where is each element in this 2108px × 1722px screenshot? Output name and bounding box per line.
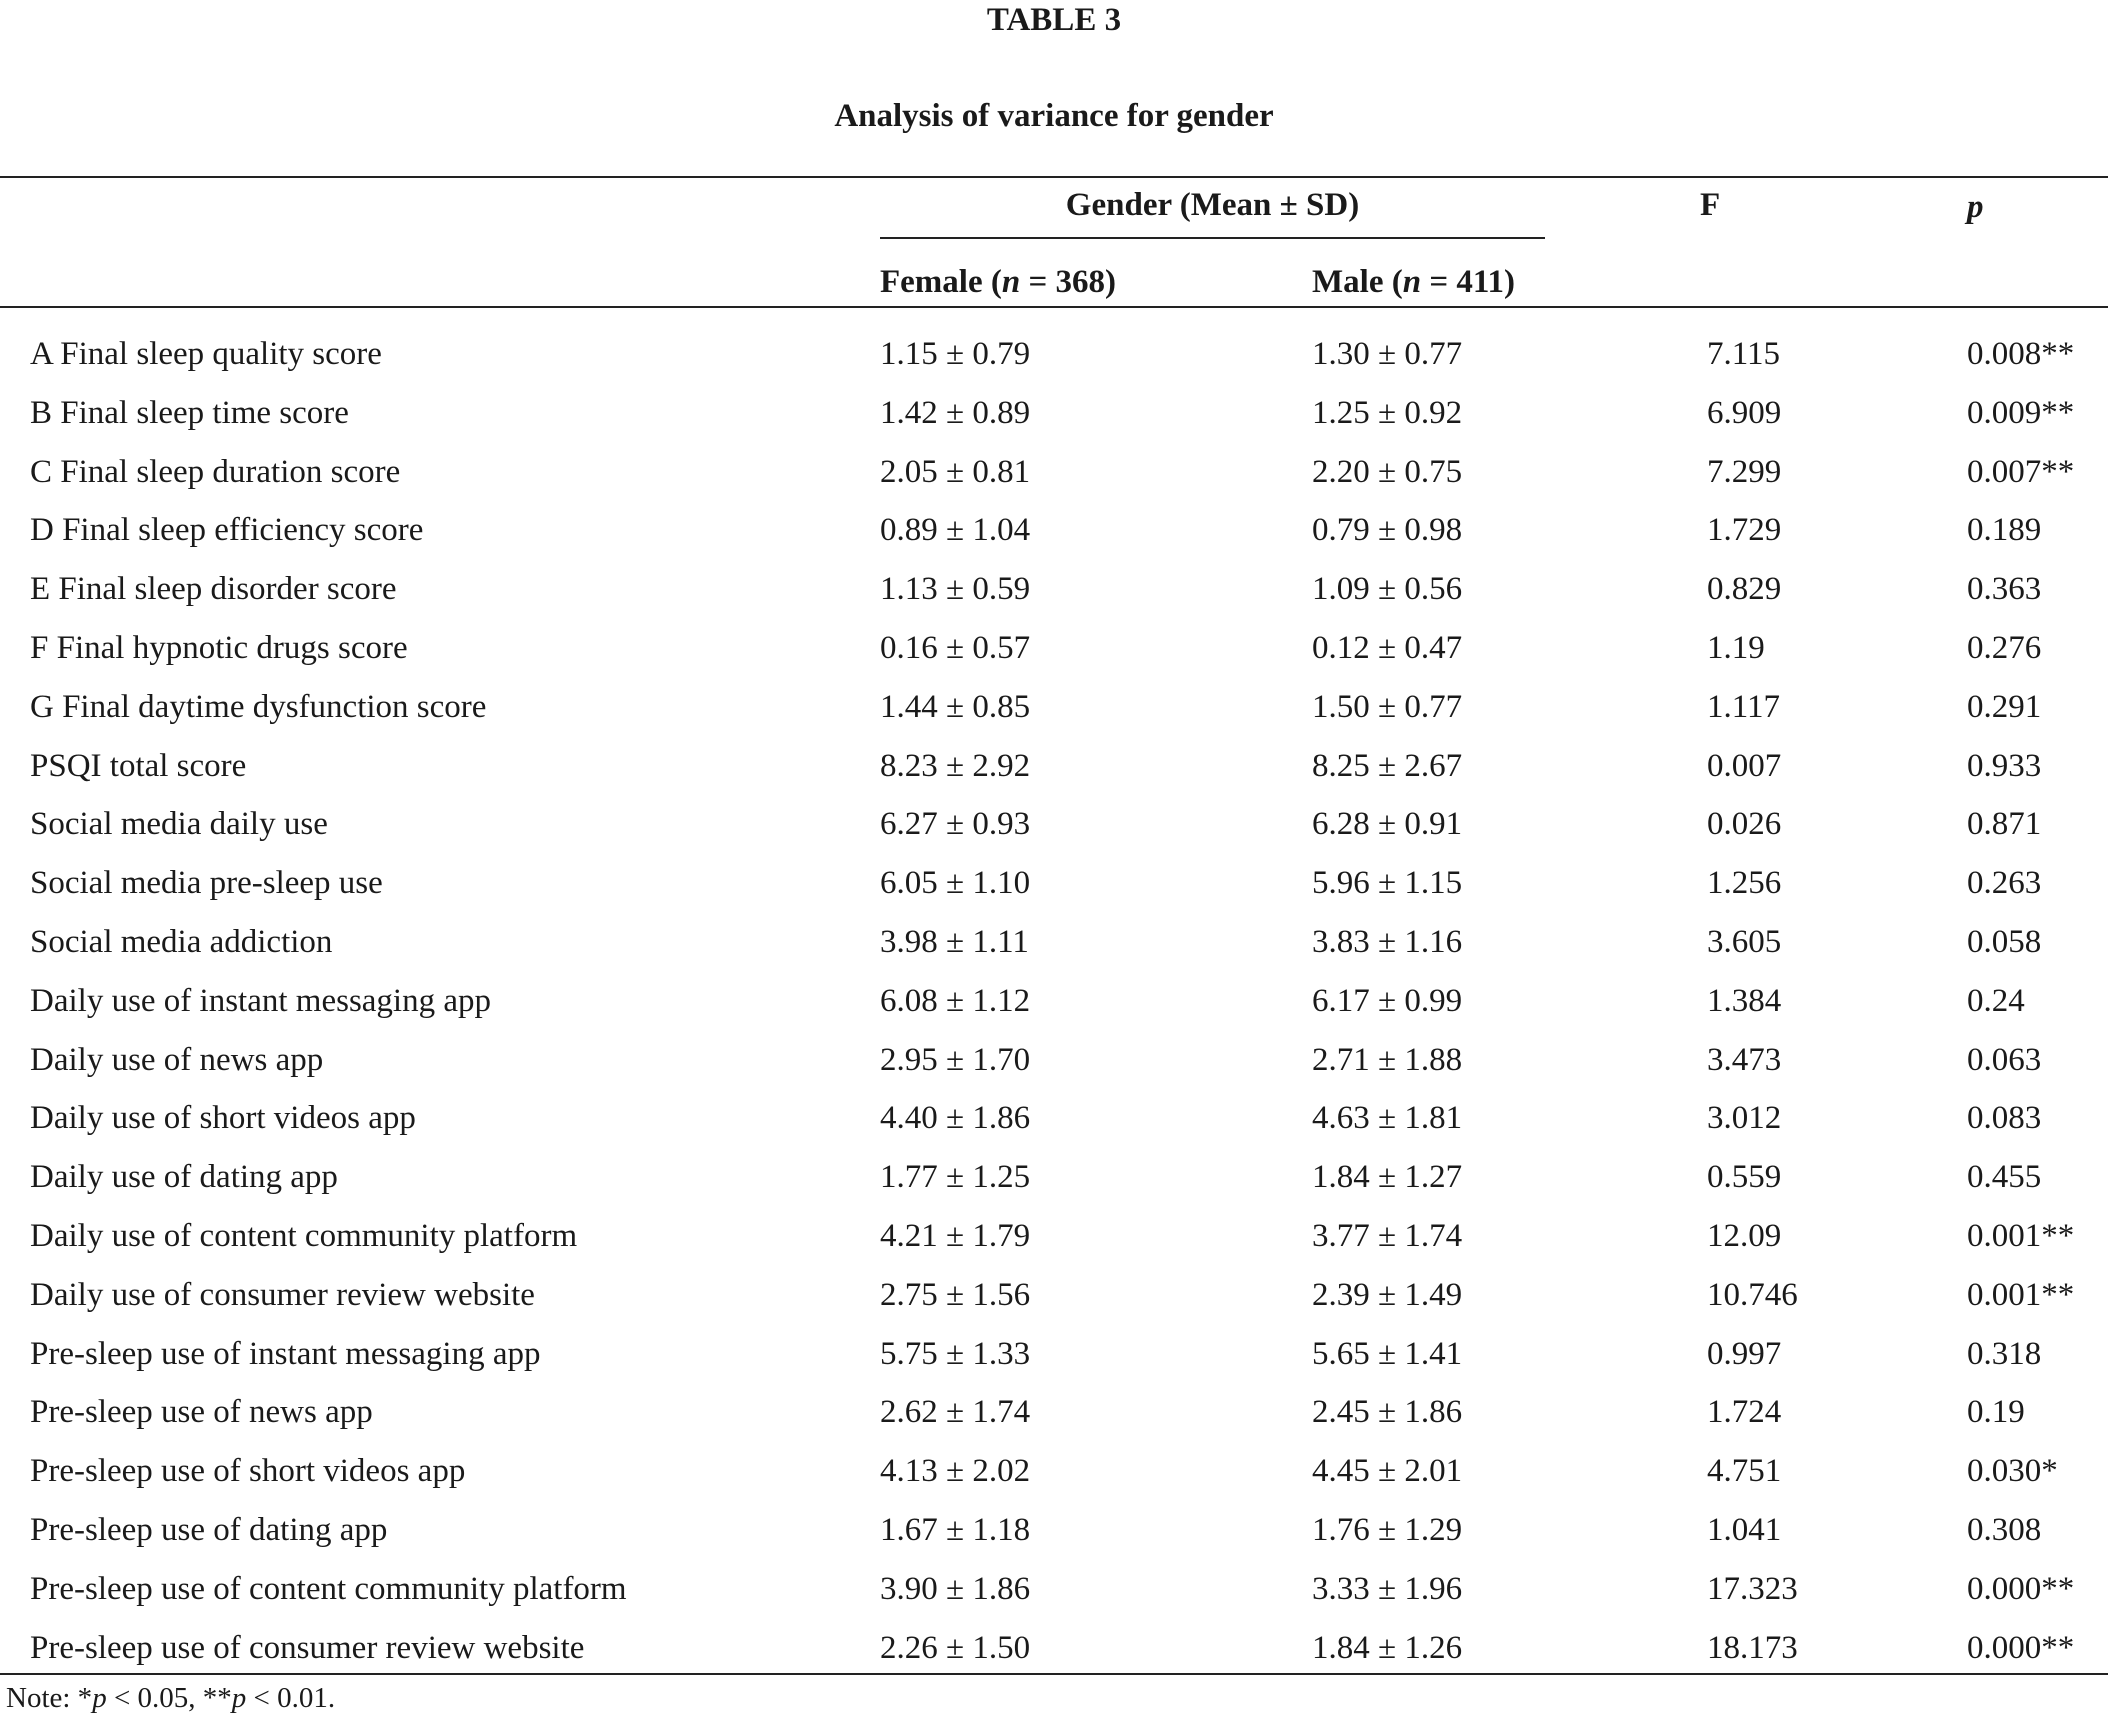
- row-label: Daily use of short videos app: [30, 1100, 416, 1137]
- cell-p: 0.276: [1967, 629, 2042, 666]
- cell-male: 1.76 ± 1.29: [1312, 1511, 1463, 1548]
- cell-female: 2.26 ± 1.50: [880, 1629, 1031, 1666]
- row-label: Pre-sleep use of dating app: [30, 1511, 388, 1548]
- cell-male: 1.84 ± 1.27: [1312, 1159, 1463, 1196]
- cell-p: 0.007**: [1967, 453, 2075, 490]
- cell-male: 1.50 ± 0.77: [1312, 688, 1463, 725]
- cell-f: 1.19: [1707, 629, 1765, 666]
- cell-female: 5.75 ± 1.33: [880, 1335, 1031, 1372]
- row-label: Daily use of news app: [30, 1041, 324, 1078]
- row-label: D Final sleep efficiency score: [30, 512, 424, 549]
- header-f: F: [1700, 187, 1721, 223]
- cell-p: 0.030*: [1967, 1453, 2058, 1490]
- row-label: Daily use of content community platform: [30, 1217, 578, 1254]
- cell-f: 6.909: [1707, 394, 1782, 431]
- row-label: Pre-sleep use of instant messaging app: [30, 1335, 541, 1372]
- cell-female: 0.16 ± 0.57: [880, 629, 1031, 666]
- row-label: Daily use of dating app: [30, 1159, 338, 1196]
- cell-p: 0.308: [1967, 1511, 2042, 1548]
- cell-f: 17.323: [1707, 1570, 1798, 1607]
- header-p: p: [1967, 189, 1984, 225]
- row-label: Daily use of instant messaging app: [30, 982, 492, 1019]
- cell-f: 18.173: [1707, 1629, 1798, 1666]
- cell-p: 0.263: [1967, 865, 2042, 902]
- cell-p: 0.009**: [1967, 394, 2075, 431]
- cell-p: 0.000**: [1967, 1629, 2075, 1666]
- cell-f: 0.559: [1707, 1159, 1782, 1196]
- cell-f: 4.751: [1707, 1453, 1782, 1490]
- cell-p: 0.19: [1967, 1394, 2025, 1431]
- table-row: [0, 1266, 2108, 1325]
- header-male-n: n: [1402, 264, 1422, 300]
- cell-p: 0.291: [1967, 688, 2042, 725]
- row-label: B Final sleep time score: [30, 394, 349, 431]
- cell-female: 1.67 ± 1.18: [880, 1511, 1031, 1548]
- cell-male: 2.20 ± 0.75: [1312, 453, 1463, 490]
- cell-male: 6.17 ± 0.99: [1312, 982, 1463, 1019]
- cell-female: 4.21 ± 1.79: [880, 1217, 1031, 1254]
- header-rule: [0, 306, 2108, 308]
- cell-p: 0.363: [1967, 571, 2042, 608]
- cell-f: 0.007: [1707, 747, 1782, 784]
- table-row: [0, 560, 2108, 619]
- cell-female: 4.40 ± 1.86: [880, 1100, 1031, 1137]
- row-label: G Final daytime dysfunction score: [30, 688, 487, 725]
- cell-p: 0.083: [1967, 1100, 2042, 1137]
- gender-group-rule: [880, 237, 1545, 239]
- cell-p: 0.000**: [1967, 1570, 2075, 1607]
- table-row: [0, 913, 2108, 972]
- table-row: [0, 1560, 2108, 1619]
- cell-p: 0.24: [1967, 982, 2025, 1019]
- cell-f: 1.256: [1707, 865, 1782, 902]
- cell-male: 6.28 ± 0.91: [1312, 806, 1463, 843]
- cell-f: 7.299: [1707, 453, 1782, 490]
- table-row: [0, 854, 2108, 913]
- cell-male: 0.79 ± 0.98: [1312, 512, 1463, 549]
- row-label: Social media daily use: [30, 806, 328, 843]
- cell-f: 0.829: [1707, 571, 1782, 608]
- row-label: Pre-sleep use of consumer review website: [30, 1629, 585, 1666]
- cell-male: 8.25 ± 2.67: [1312, 747, 1463, 784]
- cell-male: 4.63 ± 1.81: [1312, 1100, 1463, 1137]
- table-row: [0, 384, 2108, 443]
- cell-female: 2.75 ± 1.56: [880, 1276, 1031, 1313]
- row-label: Pre-sleep use of short videos app: [30, 1453, 466, 1490]
- cell-f: 0.026: [1707, 806, 1782, 843]
- row-label: F Final hypnotic drugs score: [30, 629, 408, 666]
- cell-p: 0.058: [1967, 923, 2042, 960]
- row-label: Social media addiction: [30, 923, 333, 960]
- cell-male: 0.12 ± 0.47: [1312, 629, 1463, 666]
- cell-f: 1.117: [1707, 688, 1781, 725]
- cell-f: 12.09: [1707, 1217, 1782, 1254]
- cell-p: 0.008**: [1967, 336, 2075, 372]
- header-gender-group: Gender (Mean ± SD): [1065, 187, 1360, 223]
- cell-female: 6.08 ± 1.12: [880, 982, 1031, 1019]
- cell-p: 0.933: [1967, 747, 2042, 784]
- table-row: [0, 1031, 2108, 1090]
- cell-p: 0.871: [1967, 806, 2042, 843]
- table-label: TABLE 3: [986, 2, 1122, 38]
- cell-p: 0.063: [1967, 1041, 2042, 1078]
- table-row: [0, 1383, 2108, 1442]
- cell-female: 2.05 ± 0.81: [880, 453, 1031, 490]
- cell-female: 2.62 ± 1.74: [880, 1394, 1031, 1431]
- note-mid: < 0.05, **: [106, 1682, 232, 1714]
- cell-male: 3.83 ± 1.16: [1312, 923, 1463, 960]
- cell-female: 1.44 ± 0.85: [880, 688, 1031, 725]
- cell-f: 1.384: [1707, 982, 1782, 1019]
- table-row: [0, 443, 2108, 502]
- row-label: Pre-sleep use of news app: [30, 1394, 373, 1431]
- header-male-prefix: Male (: [1312, 264, 1403, 300]
- cell-female: 6.05 ± 1.10: [880, 865, 1031, 902]
- cell-f: 10.746: [1707, 1276, 1798, 1313]
- header-female-n: n: [1001, 264, 1021, 300]
- cell-p: 0.189: [1967, 512, 2042, 549]
- cell-female: 8.23 ± 2.92: [880, 747, 1031, 784]
- table-row: [0, 501, 2108, 560]
- note-prefix: Note: *: [6, 1682, 93, 1714]
- header-female-prefix: Female (: [880, 264, 1002, 300]
- cell-female: 1.42 ± 0.89: [880, 394, 1031, 431]
- row-label: Social media pre-sleep use: [30, 865, 383, 902]
- cell-female: 4.13 ± 2.02: [880, 1453, 1031, 1490]
- table-row: [0, 972, 2108, 1031]
- cell-p: 0.455: [1967, 1159, 2042, 1196]
- table-body: [0, 325, 2108, 1677]
- cell-male: 2.39 ± 1.49: [1312, 1276, 1463, 1313]
- header-female: [880, 262, 1116, 302]
- cell-male: 3.33 ± 1.96: [1312, 1570, 1463, 1607]
- table-row: [0, 795, 2108, 854]
- table-row: [0, 1207, 2108, 1266]
- cell-male: 1.84 ± 1.26: [1312, 1629, 1463, 1666]
- cell-p: 0.001**: [1967, 1217, 2075, 1254]
- cell-male: 2.71 ± 1.88: [1312, 1041, 1463, 1078]
- cell-male: 1.25 ± 0.92: [1312, 394, 1463, 431]
- table-row: [0, 619, 2108, 678]
- table-row: [0, 678, 2108, 737]
- cell-female: 6.27 ± 0.93: [880, 806, 1031, 843]
- note-suffix: < 0.01.: [246, 1682, 336, 1714]
- table-row: [0, 325, 2108, 384]
- cell-female: 2.95 ± 1.70: [880, 1041, 1031, 1078]
- cell-male: 1.09 ± 0.56: [1312, 571, 1463, 608]
- header-male-count: = 411): [1421, 264, 1516, 300]
- cell-f: 3.473: [1707, 1041, 1782, 1078]
- row-label: A Final sleep quality score: [30, 336, 382, 372]
- table-row: [0, 1501, 2108, 1560]
- cell-male: 1.30 ± 0.77: [1312, 336, 1463, 372]
- header-female-count: = 368): [1020, 264, 1117, 300]
- table-note: [6, 1678, 335, 1718]
- table-row: [0, 1442, 2108, 1501]
- note-p2: p: [231, 1682, 247, 1714]
- cell-male: 5.96 ± 1.15: [1312, 865, 1463, 902]
- cell-male: 3.77 ± 1.74: [1312, 1217, 1463, 1254]
- table-caption: Analysis of variance for gender: [834, 98, 1274, 134]
- cell-male: 4.45 ± 2.01: [1312, 1453, 1463, 1490]
- table-row: [0, 1148, 2108, 1207]
- note-p1: p: [92, 1682, 107, 1714]
- row-label: C Final sleep duration score: [30, 453, 401, 490]
- row-label: Daily use of consumer review website: [30, 1276, 535, 1313]
- cell-p: 0.001**: [1967, 1276, 2075, 1313]
- row-label: E Final sleep disorder score: [30, 571, 397, 608]
- cell-f: 7.115: [1707, 336, 1781, 372]
- table-row: [0, 737, 2108, 796]
- cell-f: 1.724: [1707, 1394, 1782, 1431]
- table-row: [0, 1325, 2108, 1384]
- cell-male: 5.65 ± 1.41: [1312, 1335, 1463, 1372]
- cell-f: 0.997: [1707, 1335, 1782, 1372]
- row-label: PSQI total score: [30, 747, 247, 784]
- top-rule: [0, 176, 2108, 178]
- cell-f: 1.729: [1707, 512, 1782, 549]
- cell-female: 1.13 ± 0.59: [880, 571, 1031, 608]
- table-row: [0, 1089, 2108, 1148]
- cell-female: 3.98 ± 1.11: [880, 923, 1029, 960]
- cell-female: 1.15 ± 0.79: [880, 336, 1031, 372]
- table-row: [0, 1619, 2108, 1678]
- cell-female: 3.90 ± 1.86: [880, 1570, 1031, 1607]
- cell-female: 0.89 ± 1.04: [880, 512, 1031, 549]
- header-male: [1312, 262, 1515, 302]
- cell-f: 3.605: [1707, 923, 1782, 960]
- cell-f: 1.041: [1707, 1511, 1782, 1548]
- cell-p: 0.318: [1967, 1335, 2042, 1372]
- row-label: Pre-sleep use of content community platform: [30, 1570, 627, 1607]
- cell-f: 3.012: [1707, 1100, 1782, 1137]
- cell-female: 1.77 ± 1.25: [880, 1159, 1031, 1196]
- cell-male: 2.45 ± 1.86: [1312, 1394, 1463, 1431]
